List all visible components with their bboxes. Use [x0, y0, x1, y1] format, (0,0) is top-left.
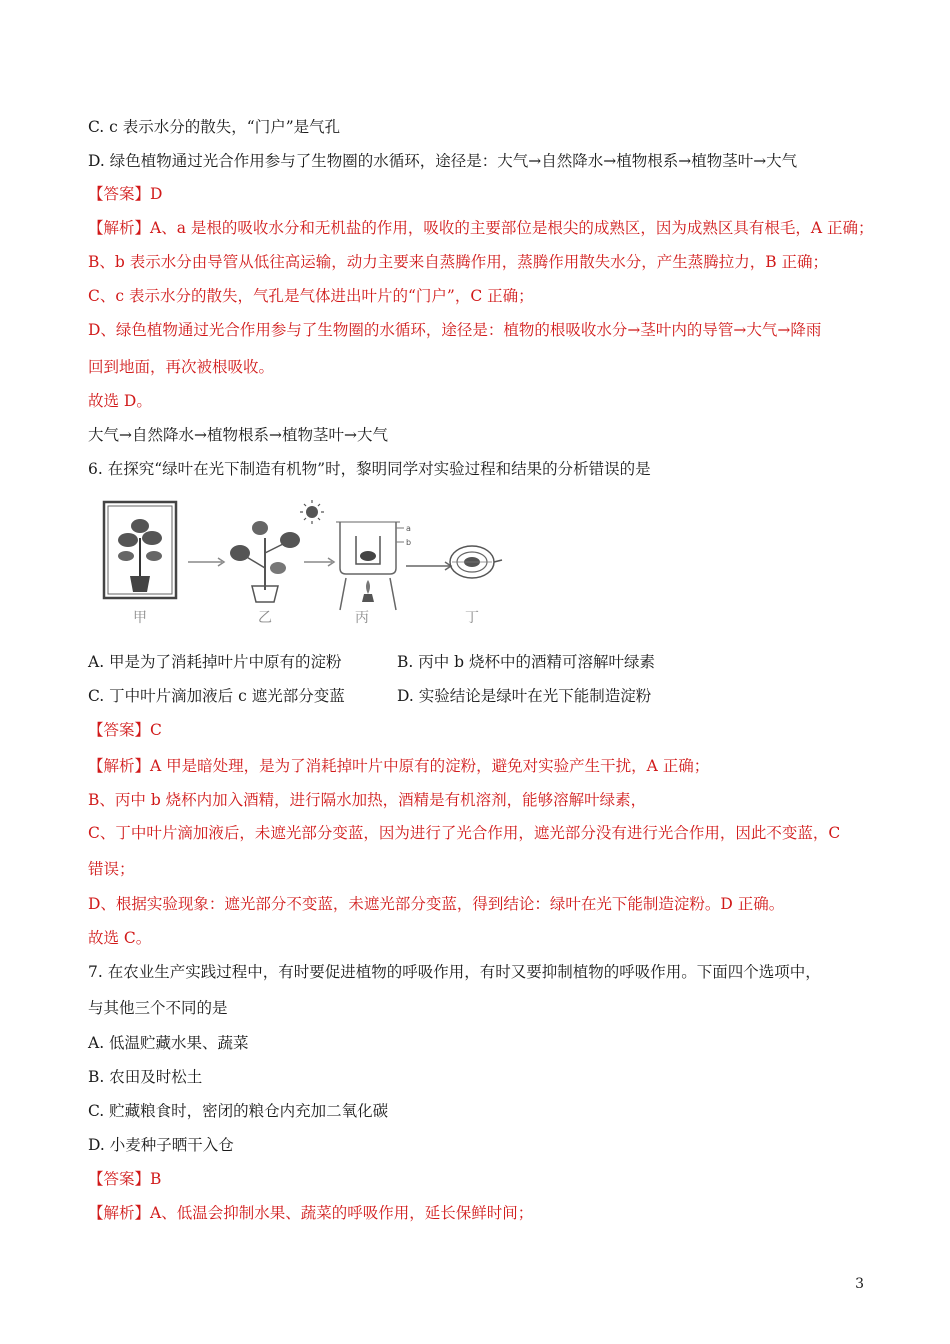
q7-analysis-line-1: 【解析】A、低温会抑制水果、蔬菜的呼吸作用，延长保鲜时间；	[88, 1204, 534, 1222]
figure-label-yi: 乙	[258, 610, 272, 626]
q6-analysis-line-4: 错误；	[88, 860, 135, 878]
q6-option-c: C. 丁中叶片滴加液后 c 遮光部分变蓝	[88, 687, 345, 705]
q5-option-d: D. 绿色植物通过光合作用参与了生物圈的水循环，途径是：大气→自然降水→植物根系→植物茎叶→大气	[88, 152, 798, 170]
q7-stem-line-2: 与其他三个不同的是	[88, 999, 228, 1017]
q5-analysis-line-4: D、绿色植物通过光合作用参与了生物圈的水循环，途径是：植物的根吸收水分→茎叶内的导管→大气→降雨	[88, 321, 822, 339]
q7-option-b: B. 农田及时松土	[88, 1068, 203, 1086]
q7-option-a: A. 低温贮藏水果、蔬菜	[88, 1034, 249, 1052]
q6-option-d: D. 实验结论是绿叶在光下能制造淀粉	[397, 687, 652, 705]
q7-option-c: C. 贮藏粮食时，密闭的粮仓内充加二氧化碳	[88, 1102, 389, 1120]
q5-analysis-line-5: 回到地面，再次被根吸收。	[88, 358, 275, 376]
q5-analysis-line-3: C、c 表示水分的散失，气孔是气体进出叶片的“门户”，C 正确；	[88, 287, 534, 305]
figure-panel-jia	[104, 502, 176, 598]
page-number: 3	[855, 1276, 864, 1292]
q6-stem: 6. 在探究“绿叶在光下制造有机物”时，黎明同学对实验过程和结果的分析错误的是	[88, 460, 651, 478]
q6-options-row-1	[88, 652, 880, 672]
figure-panel-ding	[450, 546, 502, 578]
sun-icon	[300, 500, 324, 524]
q5-answer: 【答案】D	[88, 185, 163, 203]
q5-analysis-line-2: B、b 表示水分由导管从低往高运输，动力主要来自蒸腾作用，蒸腾作用散失水分，产生蒸腾拉力，B 正确；	[88, 253, 829, 271]
q5-analysis-line-6: 故选 D。	[88, 392, 152, 410]
q6-answer: 【答案】C	[88, 721, 162, 739]
q7-option-d: D. 小麦种子晒干入仓	[88, 1136, 234, 1154]
figure-label-bing: 丙	[355, 610, 369, 626]
q6-analysis-line-5: D、根据实验现象：遮光部分不变蓝，未遮光部分变蓝，得到结论：绿叶在光下能制造淀粉。D 正确。	[88, 895, 785, 913]
q6-option-b: B. 丙中 b 烧杯中的酒精可溶解叶绿素	[397, 653, 656, 671]
q5-option-c: C. c 表示水分的散失，“门户”是气孔	[88, 118, 341, 136]
beaker-label-b: b	[406, 538, 412, 547]
q6-option-a: A. 甲是为了消耗掉叶片中原有的淀粉	[88, 653, 342, 671]
q5-trailing-text: 大气→自然降水→植物根系→植物茎叶→大气	[88, 426, 388, 444]
q6-analysis-line-2: B、丙中 b 烧杯内加入酒精，进行隔水加热，酒精是有机溶剂，能够溶解叶绿素，	[88, 791, 647, 809]
experiment-figure	[100, 498, 520, 628]
figure-panel-bing	[336, 522, 411, 610]
figure-label-ding: 丁	[465, 610, 479, 626]
beaker-label-a: a	[406, 524, 411, 533]
q5-analysis-line-1: 【解析】A、a 是根的吸收水分和无机盐的作用，吸收的主要部位是根尖的成熟区，因为成熟区具有根毛，A 正确；	[88, 219, 874, 237]
q6-analysis-line-1: 【解析】A 甲是暗处理，是为了消耗掉叶片中原有的淀粉，避免对实验产生干扰，A 正确；	[88, 757, 710, 775]
q6-options-row-2	[88, 686, 880, 706]
q7-answer: 【答案】B	[88, 1170, 162, 1188]
q6-analysis-line-6: 故选 C。	[88, 929, 152, 947]
figure-panel-yi	[230, 521, 300, 602]
q6-analysis-line-3: C、丁中叶片滴加液后，未遮光部分变蓝，因为进行了光合作用，遮光部分没有进行光合作用，因此不变蓝，C	[88, 824, 841, 842]
q7-stem-line-1: 7. 在农业生产实践过程中，有时要促进植物的呼吸作用，有时又要抑制植物的呼吸作用。下面四个选项中，	[88, 963, 821, 981]
figure-label-jia: 甲	[133, 610, 147, 626]
